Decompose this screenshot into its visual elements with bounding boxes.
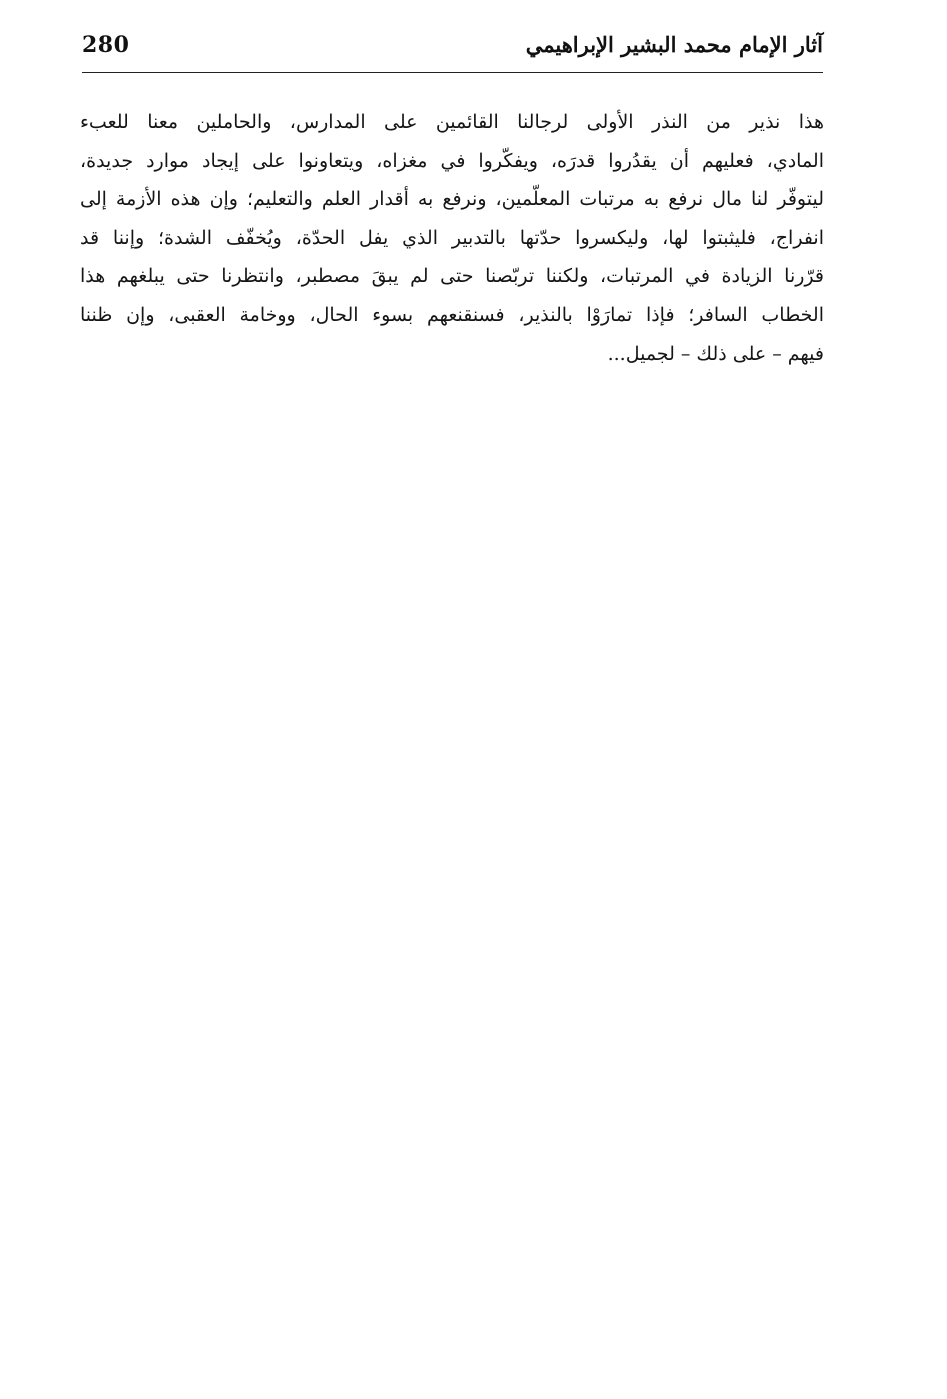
text-line-7: فيهم – على ذلك – لجميل... [607,342,824,365]
text-line-6: الخطاب السافر؛ فإذا تمارَوْا بالنذير، فسنقنعهم بسوء الحال، ووخامة العقبى، وإن ظننا [80,303,824,326]
text-line-1: هذا نذير من النذر الأولى لرجالنا القائمين على المدارس، والحاملين معنا للعبء [80,111,824,133]
text-line-2: المادي، فعليهم أن يقدُروا قدرَه، ويفكّروا في مغزاه، ويتعاونوا على إيجاد موارد جديدة، [80,149,824,172]
text-line-3: ليتوفّر لنا مال نرفع به مرتبات المعلّمين، ونرفع به أقدار العلم والتعليم؛ وإن هذه الأزمة إلى [80,188,824,211]
page-header [82,30,823,72]
text-line-5: قرّرنا الزيادة في المرتبات، ولكننا تربّصنا حتى لم يبقَ مصطبر، وانتظرنا حتى يبلغهم هذا [80,265,824,288]
body-paragraph [80,103,824,373]
page-number: 280 [82,32,130,58]
running-title: آثار الإمام محمد البشير الإبراهيمي [525,32,823,57]
header-divider [82,72,823,73]
text-line-4: انفراج، فليثبتوا لها، وليكسروا حدّتها بالتدبير الذي يفل الحدّة، ويُخفّف الشدة؛ وإننا قد [80,226,824,249]
